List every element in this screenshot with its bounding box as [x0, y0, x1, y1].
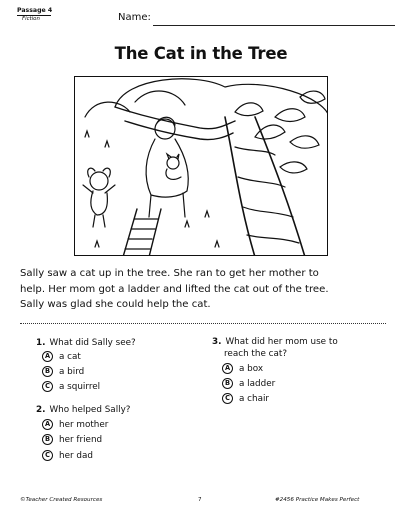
option-circle: C	[42, 450, 53, 461]
story-line: Sally saw a cat up in the tree. She ran to get her mother to	[20, 268, 319, 279]
question-1	[36, 338, 136, 348]
question-2	[36, 405, 130, 415]
question-text: What did her mom use to	[225, 337, 338, 347]
answer-option[interactable]	[42, 450, 93, 461]
option-circle: B	[42, 366, 53, 377]
option-text: her mother	[59, 419, 109, 430]
question-number: 2.	[36, 405, 46, 415]
answer-option[interactable]	[222, 363, 263, 374]
story-line: Sally was glad she could help the cat.	[20, 299, 211, 310]
option-circle: C	[42, 381, 53, 392]
option-text: a chair	[239, 393, 270, 404]
page-title: The Cat in the Tree	[114, 44, 288, 63]
option-circle: A	[42, 419, 53, 430]
answer-option[interactable]	[42, 351, 81, 362]
passage-number: Passage 4	[17, 7, 53, 14]
story-illustration	[74, 76, 328, 256]
option-circle: A	[222, 363, 233, 374]
option-text: a box	[239, 363, 264, 374]
option-text: a bird	[59, 366, 85, 377]
option-circle: B	[42, 434, 53, 445]
option-text: a squirrel	[59, 381, 101, 392]
option-text: her friend	[59, 434, 103, 445]
question-text-continued: reach the cat?	[224, 349, 288, 359]
question-text: What did Sally see?	[49, 338, 136, 348]
story-line: help. Her mom got a ladder and lifted the cat out of the tree.	[20, 283, 329, 295]
option-circle: C	[222, 393, 233, 404]
answer-option[interactable]	[42, 366, 84, 377]
question-number: 3.	[212, 337, 222, 347]
footer-book-title: #2456 Practice Makes Perfect	[275, 497, 360, 503]
option-text: a ladder	[239, 378, 276, 389]
option-circle: A	[42, 351, 53, 362]
answer-option[interactable]	[42, 434, 102, 445]
name-field-line	[153, 25, 395, 26]
option-circle: B	[222, 378, 233, 389]
question-text: Who helped Sally?	[49, 405, 131, 415]
dotted-divider	[20, 323, 386, 324]
name-label: Name:	[118, 12, 151, 23]
question-3	[212, 337, 338, 347]
option-text: her dad	[59, 450, 93, 461]
passage-genre: Fiction	[22, 16, 40, 22]
answer-option[interactable]	[222, 378, 275, 389]
page-number: 7	[198, 497, 202, 503]
question-number: 1.	[36, 338, 46, 348]
tree-cat-illustration	[75, 77, 328, 256]
option-text: a cat	[59, 351, 81, 362]
answer-option[interactable]	[42, 419, 108, 430]
footer-publisher: ©Teacher Created Resources	[20, 497, 103, 503]
answer-option[interactable]	[42, 381, 100, 392]
answer-option[interactable]	[222, 393, 269, 404]
story-text	[20, 266, 384, 313]
